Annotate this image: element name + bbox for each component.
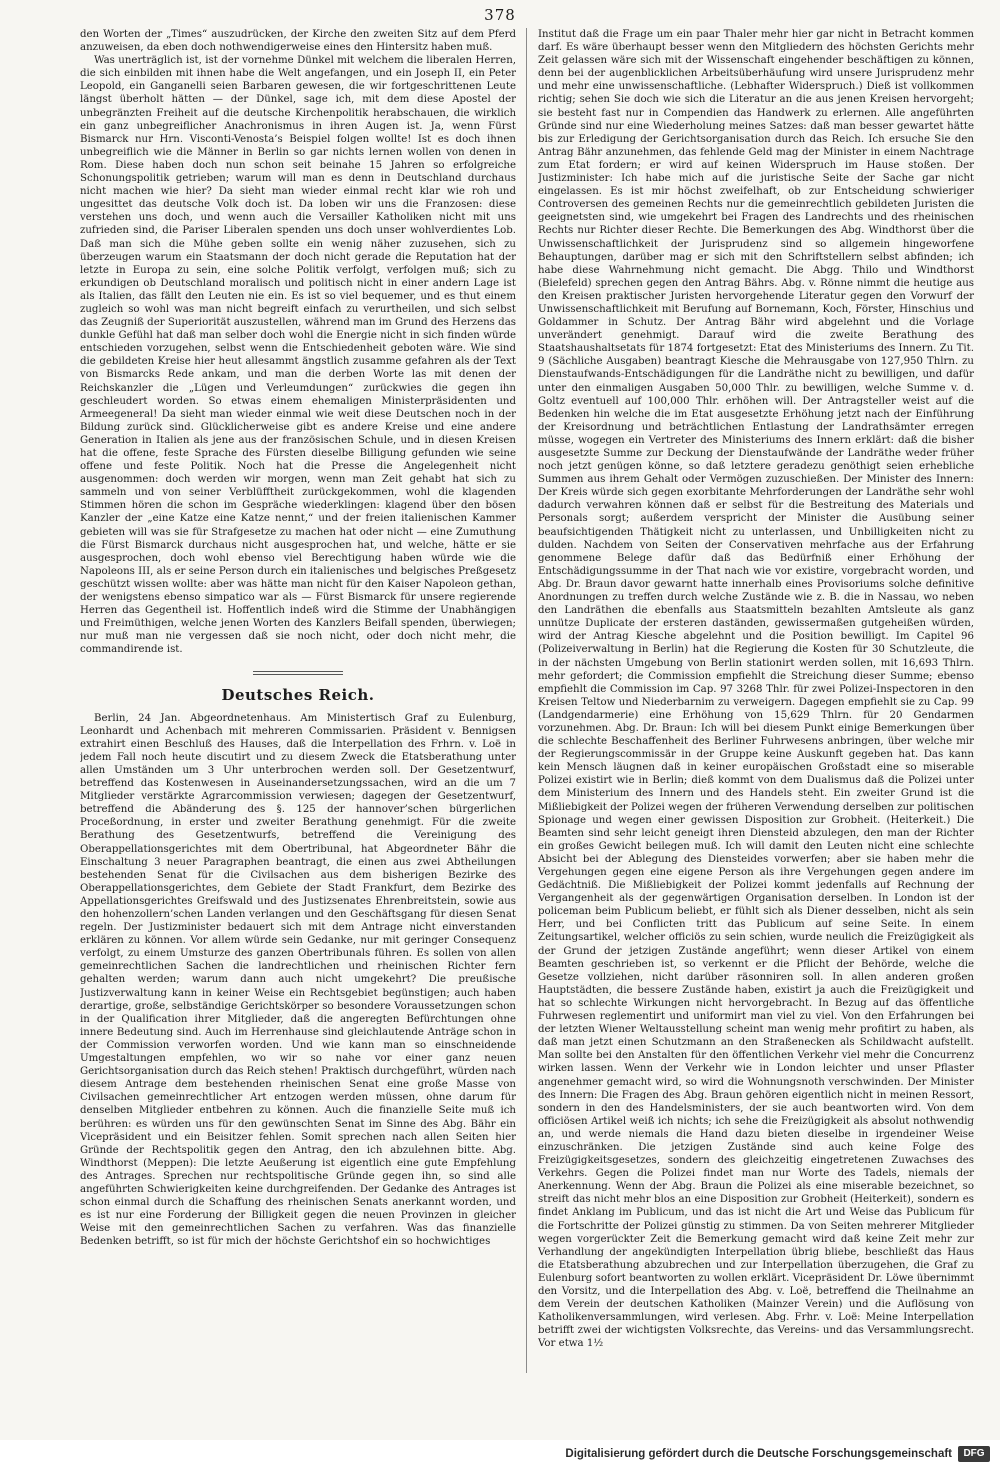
digitization-footer [0,1440,1000,1468]
dfg-logo: DFG [958,1446,990,1462]
article-paragraph: den Worten der „Times“ auszudrücken, der Kirche den zweiten Sitz auf dem Pferd anzuweisen, da eben doch nothwendigerweise eines den Hintersitz haben muß. [80,29,516,54]
article-paragraph: Berlin, 24 Jan. Abgeordnetenhaus. Am Ministertisch Graf zu Eulenburg, Leonhardt und Achenbach mit mehreren Commissarien. Präsident v. Bennigsen extrahirt einen Beschluß des Hauses, daß die Interpellation des Frhrn. v. Loë in jedem Fall noch heute discutirt und zu diesem Zweck die Etatsberathung unter allen Umständen um 3 Uhr unterbrochen werden soll. Der Gesetzentwurf, betreffend das Kostenwesen in Auseinandersetzungssachen, wird an die um 7 Mitglieder verstärkte Agrarcommission verwiesen; dagegen der Gesetzentwurf, betreffend die Abänderung des §. 125 der hannover’schen bürgerlichen Proceßordnung, in erster und zweiter Berathung genehmigt. Für die zweite Berathung des Gesetzentwurfs, betreffend die Vereinigung des Oberappellationsgerichtes mit dem Obertribunal, hat Abgeordneter Bähr die Einschaltung 3 neuer Paragraphen beantragt, die einen aus zwei Abtheilungen bestehenden Senat für die Civilsachen aus dem bisherigen Bezirke des Oberappellationsgerichtes, dem Gebiete der Stadt Frankfurt, dem Bezirke des Appellationsgerichtes Greifswald und des Justizsenates Ehrenbreitstein, sowie aus den hohenzollern’schen Landen verlangen und den Geschäftsgang für diesen Senat regeln. Der Justizminister bedauert sich mit dem Antrage nicht einverstanden erklären zu können. Vor allem würde sein Gedanke, nur mit geringer Consequenz verfolgt, zu einem Umsturze des ganzen Obertribunals führen. Es sollen von allen gemeinrechtlichen Sachen die landrechtlichen und rheinischen Richter fern gehalten werden; warum dann auch nicht umgekehrt? Die preußische Justizverwaltung kann in keiner Weise ein Rechtsgebiet begünstigen; auch haben derartige, große, selbständige Gerichtskörper so besondere Voraussetzungen schon in der Qualification ihrer Mitglieder, daß die angeregten Befürchtungen ohne innere Bedeutung sind. Auch im Herrenhause sind gleichlautende Anträge schon in der Commission verworfen worden. Und wie kann man so einschneidende Umgestaltungen empfehlen, wo wir so nahe vor einer ganz neuen Gerichtsorganisation durch das Reich stehen! Praktisch durchgeführt, würden nach diesem Antrage dem bestehenden rheinischen Senat eine große Masse von Civilsachen gemeinrechtlicher Art entzogen werden müssen, ohne darum für denselben Mitglieder entbehren zu können. Auch die finanzielle Seite muß ich berühren: es würden uns für den gewünschten Senat im Sinne des Abg. Bähr ein Vicepräsident und ein Beisitzer fehlen. Somit sprechen nach allen Seiten hier Gründe der Rechtspolitik gegen den Antrag, den ich abzulehnen bitte. Abg. Windthorst (Meppen): Die letzte Aeußerung ist eigentlich eine gute Empfehlung des Antrages. Sprechen nur rechtspolitische Gründe gegen ihn, so sind alle angeführten Schwierigkeiten keine durchgreifenden. Der Gedanke des Antrages ist schon einmal durch die Schaffung des rheinischen Senats anerkannt worden, und es ist nur eine Forderung der Billigkeit gegen die neuen Provinzen in gleicher Weise mit den gemeinrechtlichen Sachen zu verfahren. Was das finanzielle Bedenken betrifft, so ist für mich der höchste Gerichtshof ein so hochwichtiges [80,712,516,1248]
footer-credit: Digitalisierung gefördert durch die Deutsche Forschungsgemeinschaft [565,1448,952,1460]
article-paragraph: Was unerträglich ist, ist der vornehme Dünkel mit welchem die liberalen Herren, die sich einbilden mit ihnen habe die Welt angefangen, und ein Joseph II, ein Peter Leopold, ein Ganganelli seien Barbaren gewesen, die wir fortgeschrittenen Leute längst überholt hätten — der Dünkel, sage ich, mit dem diese Apostel der unbegränzten Freiheit auf die deutsche Kirchenpolitik herabschauen, die wirklich ein ganz unbegreiflicher Anachronismus in ihren Augen ist. Ja, wenn Fürst Bismarck nur Hrn. Visconti-Venosta’s Beispiel folgen wollte! Ist es doch ihnen unbegreiflich wie die Männer in Berlin so gar nichts lernen wollen von denen in Rom. Diese haben doch nun schon seit beinahe 15 Jahren so erfolgreiche Schonungspolitik getrieben; warum will man es denn in Deutschland durchaus nicht machen wie hier? Da sieht man wieder einmal recht klar wie roh und ungesittet das deutsche Volk doch ist. Da loben wir uns die Franzosen: diese verstehen uns doch, und wenn auch die Versailler Katholiken nicht mit uns zufrieden sind, die Pariser Liberalen spenden uns doch unser wohlverdientes Lob. Daß man sich die Mühe geben sollte ein wenig näher zuzusehen, sich zu überzeugen warum ein Staatsmann der doch nicht gerade die Reputation hat der letzte in Europa zu sein, eine solche Politik verfolgt, verfolgen muß; sich zu erkundigen ob Deutschland moralisch und politisch nicht in einer andern Lage ist als Italien, das fällt den Leuten nie ein. Es ist so viel bequemer, und es thut einem zugleich so wohl was man nicht begreift einfach zu verurtheilen, und sich selbst das Zeugniß der Superiorität auszustellen, während man im Grund des Herzens das dunkle Gefühl hat daß man selber doch wohl die Energie nicht in sich finden würde entschieden vorzugehen, selbst wenn die Entschiedenheit geboten wäre. Wie sind die gebildeten Kreise hier heut allesammt ängstlich zusamme gefahren als der Text von Bismarcks Rede ankam, und man die derben Worte las mit denen der Reichskanzler die „Lügen und Verleumdungen“ zurückwies die gegen ihn geschleudert worden. So etwas einem ehemaligen Ministerpräsidenten und Armeegeneral! Da sieht man wieder einmal wie weit diese Deutschen noch in der Bildung zurück sind. Glücklicherweise gibt es andere Kreise und eine andere Generation in Italien als jene aus der französischen Schule, und in diesen Kreisen hat die offene, feste Sprache des Fürsten dieselbe Billigung gefunden wie seine offene und feste Politik. Noch hat die Presse die Angelegenheit nicht ausgenommen: doch werden wir morgen, wenn man Zeit gehabt hat sich zu sammeln und von seiner Verblüfftheit zurückgekommen, wohl die klagenden Stimmen hören die schon im Gespräche wiederklingen: klagend über den bösen Kanzler der „eine Katze eine Katze nennt,“ und der freien italienischen Kammer gebieten will was sie für Strafgesetze zu machen hat oder nicht — eine Zumuthung die Fürst Bismarck durchaus nicht ausgesprochen hat, und welche, hätte er sie ausgesprochen, doch wohl ebenso viel Berechtigung haben würde wie die Napoleons III, als er seine Person durch ein italienisches und belgisches Preßgesetz geschützt wissen wollte: aber was hätte man nicht für den Kaiser Napoleon gethan, der wenigstens ebenso simpatico war als — Fürst Bismarck für unsere regierende Herren das Gegentheil ist. Hoffentlich indeß wird die Stimme der Unabhängigen und Freimüthigen, welche jenen Worten des Kanzlers Beifall spenden, überwiegen; nur muß man nie vergessen daß sie noch nicht, oder doch nicht mehr, die commandirende ist. [80,55,516,656]
article-paragraph: Institut daß die Frage um ein paar Thaler mehr hier gar nicht in Betracht kommen darf. Es wäre überhaupt besser wenn den Mitgliedern des höchsten Gerichts mehr Zeit gelassen wäre sich mit der Wissenschaft eingehender beschäftigen zu können, denn bei der augenblicklichen Arbeitsüberhäufung wird unsere Jurisprudenz mehr und mehr eine unwissenschaftliche. (Lebhafter Widerspruch.) Dieß ist vollkommen richtig; sehen Sie doch wie sich die Literatur an die aus jenen Kreisen hervorgeht; sie besteht fast nur in Compendien das Handwerk zu erlernen. Alle angeführten Gründe sind nur eine Wiederholung meines Satzes: daß man besser gewartet hätte bis zur Erledigung der Gerichtsorganisation durch das Reich. Ich ersuche Sie den Antrag Bähr anzunehmen, das fehlende Geld mag der Minister in einem Nachtrage zum Etat fordern; er wird auf keinen Widerspruch im Hause stoßen. Der Justizminister: Ich habe mich auf die juristische Seite der Sache gar nicht eingelassen. Es ist mir höchst zweifelhaft, ob zur Entscheidung schwieriger Controversen des gemeinen Rechts nur die gemeinrechtlich gebildeten Juristen die geeignetsten sind, wie umgekehrt bei Fragen des Landrechts und des rheinischen Rechts nur Richter dieser Rechte. Die Bemerkungen des Abg. Windthorst über die Unwissenschaftlichkeit der Jurisprudenz sind so allgemein hingeworfene Behauptungen, darüber mag er sich mit den Schriftstellern selbst abfinden; ich habe diese Wahrnehmung nicht gemacht. Die Abgg. Thilo und Windthorst (Bielefeld) sprechen gegen den Antrag Bährs. Abg. v. Rönne nimmt die heutige aus den Kreisen praktischer Juristen hervorgehende Literatur gegen den Vorwurf der Unwissenschaftlichkeit mit Berufung auf Bornemann, Koch, Förster, Hinschius und Goldammer in Schutz. Der Antrag Bähr wird abgelehnt und die Vorlage unverändert genehmigt. Darauf wird die zweite Berathung des Staatshaushaltsetats für 1874 fortgesetzt: Etat des Ministeriums des Innern. Zu Tit. 9 (Sächliche Ausgaben) beantragt Kiesche die Mehrausgabe von 127,950 Thlrn. zu Dienstaufwands-Entschädigungen für die Landräthe nicht zu bewilligen, und dafür unter den einmaligen Ausgaben 50,000 Thlr. zu bewilligen, welche Summe v. d. Goltz eventuell auf 100,000 Thlr. erhöhen will. Der Antragsteller weist auf die Bedenken hin welche die im Etat ausgesetzte Erhöhung jetzt nach der Einführung der Kreisordnung und beträchtlichen Entlastung der Landrathsämter erregen müsse, wogegen ein Vertreter des Ministeriums des Innern erklärt: daß die bisher ausgesetzte Summe zur Deckung der Dienstaufwände der Landräthe weder früher noch jetzt genügen könne, so daß letztere geradezu genöthigt seien erhebliche Summen aus ihrem Gehalt oder Vermögen zuzuschießen. Der Minister des Innern: Der Kreis würde sich gegen exorbitante Mehrforderungen der Landräthe sehr wohl dadurch verwahren können daß er selbst für die Bestreitung des Materials und Personals sorgt; außerdem verspricht der Minister die Ausübung seiner beaufsichtigenden Thätigkeit nicht zu unterlassen, und Unbilligkeiten nicht zu dulden. Nachdem von Seiten der Conservativen mehrfache aus der Erfahrung genommene Belege dafür daß das Bedürfniß einer Erhöhung der Entschädigungssumme in der That nach wie vor existire, vorgebracht worden, und Abg. Dr. Braun davor gewarnt hatte innerhalb eines Provisoriums solche definitive Anordnungen zu treffen durch welche Zustände wie z. B. die in Nassau, wo neben den Landräthen die ebenfalls aus Staatsmitteln bezahlten Amtsleute als ganz unnütze Duplicate der ersteren daständen, gewissermaßen gutgeheißen würden, wird der Antrag Kiesche abgelehnt und die Position bewilligt. Im Capitel 96 (Polizeiverwaltung in Berlin) hat die Regierung die Kosten für 30 Schutzleute, die in der nächsten Umgebung von Berlin stationirt werden sollen, mit 16,693 Thlrn. mehr gefordert; die Commission empfiehlt die Streichung dieser Summe; ebenso empfiehlt die Commission im Cap. 97 3268 Thlr. für zwei Polizei-Inspectoren in den Kreisen Teltow und Niederbarnim zu verweigern. Dagegen empfiehlt sie zu Cap. 99 (Landgendarmerie) eine Erhöhung von 15,629 Thlrn. für 20 Gendarmen vorzunehmen. Abg. Dr. Braun: Ich will bei diesem Punkt einige Bemerkungen über die schlechte Beschaffenheit des Berliner Fuhrwesens anbringen, über welche mir der Regierungscommissär in der Gruppe keine Auskunft gegeben hat. Das kann kein Mensch läugnen daß in keiner europäischen Großstadt eine so miserable Polizei existirt wie in Berlin; dieß kommt von dem Dualismus daß die Polizei unter dem Ministerium des Innern und des Handels steht. Ein zweiter Grund ist die Mißliebigkeit der Polizei wegen der früheren Verwendung derselben zur politischen Spionage und wegen einer gewissen Disposition zur Grobheit. (Heiterkeit.) Die Beamten sind sehr leicht geneigt ihren Diensteid abzulegen, den man der Richter ein großes Gewicht beilegen muß. Ich will damit den Leuten nicht eine schlechte Absicht bei der Ablegung des Diensteides vorwerfen; aber sie haben mehr die Vergehungen gegen eine eigene Person als ihre Vergehungen gegen andere im Gedächtniß. Die Mißliebigkeit der Polizei kommt jedenfalls auf Rechnung der Vergangenheit als der gegenwärtigen Organisation derselben. In London ist der policeman beim Publicum beliebt, er fühlt sich als Diener desselben, nicht als sein Herr, und bei Conflicten tritt das Publicum auf seine Seite. In einem Zeitungsartikel, welcher officiös zu sein schien, wurde neulich die Freizügigkeit als der Grund der jetzigen Zustände angeführt; wenn dieser Artikel von einem Beamten geschrieben ist, so verkennt er die Pflicht der Behörde, welche die Gesetze vollziehen, nicht darüber räsonniren soll. In allen anderen großen Hauptstädten, die bessere Zustände haben, existirt ja auch die Freizügigkeit und hat so schlechte Wirkungen nicht hervorgebracht. In Bezug auf das öffentliche Fuhrwesen reglementirt und uniformirt man viel zu viel. Von den Erfahrungen bei der letzten Wiener Weltausstellung scheint man wenig mehr profitirt zu haben, als daß man jetzt einen Schutzmann an den Straßenecken als Schildwacht aufstellt. Man sollte bei den Anstalten für den öffentlichen Verkehr viel mehr die Concurrenz wirken lassen. Wenn der Verkehr wie in London leichter und unser Pflaster angenehmer gemacht wird, so wird die Wohnungsnoth verschwinden. Der Minister des Innern: Die Fragen des Abg. Braun gehören eigentlich nicht in meinen Ressort, sondern in den des Handelsministers, der sie auch beantworten wird. Von dem officiösen Artikel weiß ich nichts; ich sehe die Freizügigkeit als absolut nothwendig an, und werde niemals die Hand dazu bieten dieselbe in irgendeiner Weise einzuschränken. Die jetzigen Zustände sind auch keine Folge des Freizügigkeitsgesetzes, sondern des gleichzeitig eingetretenen Zuwachses des Verkehrs. Gegen die Polizei findet man nur Worte des Tadels, niemals der Anerkennung. Wenn der Abg. Braun die Polizei als eine miserable bezeichnet, so streift das nicht mehr blos an eine Disposition zur Grobheit (Heiterkeit), sondern es findet Anklang im Publicum, und das ist nicht die Art und Weise das Publicum für die Fortschritte der Polizei günstig zu stimmen. Da von Seiten mehrerer Mitglieder wegen vorgerückter Zeit die Bemerkung gemacht wird daß keine Zeit mehr zur Verhandlung der angekündigten Interpellation übrig bliebe, beschließt das Haus die Etatsberathung abzubrechen und zur Interpellation überzugehen, die Graf zu Eulenburg sofort beantworten zu wollen erklärt. Vicepräsident Dr. Löwe übernimmt den Vorsitz, und die Interpellation des Abg. v. Loë, betreffend die Theilnahme an dem Verein der deutschen Katholiken (Mainzer Verein) und die Auflösung von Katholikenversammlungen, wird verlesen. Abg. Frhr. v. Loë: Meine Interpellation betrifft zwei der wichtigsten Volksrechte, das Vereins- und das Versammlungsrecht. Vor etwa 1½ [538,29,974,1350]
page-number: 378 [484,6,516,24]
right-column [538,28,974,1373]
left-column [80,28,516,1373]
section-title: Deutsches Reich. [221,685,375,704]
column-divider [526,28,527,1373]
section-divider [253,671,343,675]
